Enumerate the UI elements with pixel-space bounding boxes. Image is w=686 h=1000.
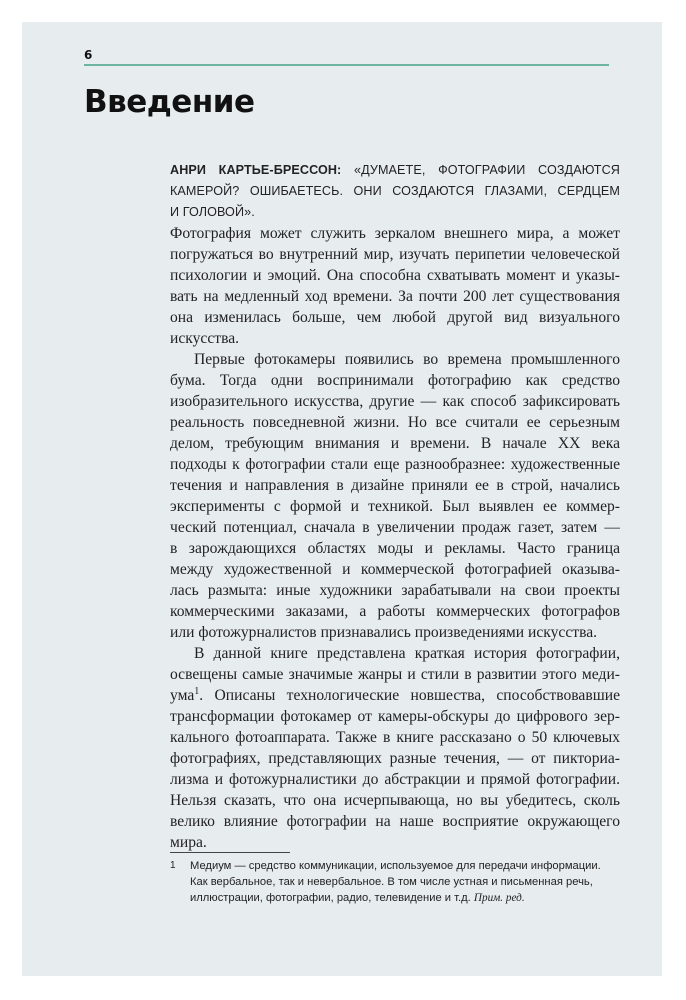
text-line: подходы к фотографии стали еще разнообразнее: художественные [170, 456, 620, 473]
text-line: между художественной и коммерческой фотографией оказыва- [170, 561, 620, 578]
text-line: лизма и фотожурналистики до абстракции и прямой фотографии. [170, 771, 620, 788]
editor-note: Прим. ред. [473, 892, 525, 904]
book-page [22, 22, 662, 976]
text-line: освещены самые значимые жанры и стили в развитии этого меди- [170, 666, 620, 683]
lead-quote-start: «ДУМАЕТЕ, ФОТОГРАФИИ СОЗДАЮТСЯ [353, 163, 620, 177]
text-line: лась размыта: иные художники зарабатывали на свои проекты [170, 582, 620, 599]
text-line: Нельзя сказать, что она исчерпывающа, но вы убедитесь, сколь [170, 792, 620, 809]
text-line: бума. Тогда одни воспринимали фотографию как средство [170, 372, 620, 389]
text-line: Фотография может служить зеркалом внешнего мира, а может [170, 225, 620, 242]
footnote [170, 858, 610, 906]
footnote-reference[interactable]: 1 [194, 685, 200, 697]
footnote-divider [170, 852, 290, 853]
text-line: фотографиях, представляющих разные течения, — от пикториа- [170, 750, 620, 767]
text-line: психологии и эмоций. Она способна схватывать момент и указы- [170, 267, 620, 284]
text-line: делом, требующим внимания и времени. В начале XX века [170, 435, 620, 452]
text-line: эксперименты с формой и техникой. Был выявлен ее коммер- [170, 498, 620, 515]
text-line: трансформации фотокамер от камеры-обскуры до цифрового зер- [170, 708, 620, 725]
text-line: коммерческими заказами, а работы коммерческих фотографов [170, 603, 620, 620]
text-line: она изменилась больше, чем любой другой вид визуального [170, 309, 620, 326]
chapter-title: Введение [84, 84, 255, 120]
footnote-line-1 [170, 858, 610, 874]
text-line: кального фотоаппарата. Также в книге рассказано о 50 ключевых [170, 729, 620, 746]
text-line: велико влияние фотографии на наше восприятие окружающего [170, 813, 620, 830]
lead-line-2: КАМЕРОЙ? ОШИБАЕТЕСЬ. ОНИ СОЗДАЮТСЯ ГЛАЗАМИ, СЕРДЦЕМ [170, 184, 620, 198]
text-line: Первые фотокамеры появились во времена промышленного [194, 351, 620, 368]
text-line: реальность повседневной жизни. Но все считали ее серьезным [170, 414, 620, 431]
page-number: 6 [84, 48, 93, 62]
lead-line-1 [170, 160, 620, 181]
footnote-line-3 [170, 890, 610, 906]
footnote-text: Медиум — средство коммуникации, используемое для передачи информации. [190, 860, 601, 872]
text-line: ческий потенциал, сначала в увеличении продаж газет, затем — [170, 519, 620, 536]
footnote-line-2: Как вербальное, так и невербальное. В том числе устная и письменная речь, [190, 876, 593, 888]
text-line: искусства. [170, 330, 240, 347]
paragraph-1 [170, 223, 620, 349]
text-line: мира. [170, 834, 207, 851]
text-line-with-footnote [170, 685, 620, 706]
text-line: изобразительного искусства, другие — как способ зафиксировать [170, 393, 620, 410]
text-line: В данной книге представлена краткая история фотографии, [194, 645, 620, 662]
footnote-marker: 1 [170, 860, 176, 871]
text-line: вать на медленный ход времени. За почти 200 лет существования [170, 288, 620, 305]
header-rule [84, 64, 609, 66]
lead-line-3: И ГОЛОВОЙ». [170, 205, 255, 219]
paragraph-3 [170, 643, 620, 853]
lead-author: АНРИ КАРТЬЕ-БРЕССОН: [170, 163, 342, 177]
footnote-text: иллюстрации, фотографии, радио, телевидение и т.д. [190, 892, 471, 904]
text-line: течения и направления в дизайне приняли ее в строй, начались [170, 477, 620, 494]
text-fragment: . Описаны технологические новшества, способствовавшие [199, 687, 620, 704]
text-line: или фотожурналистов признавались произведениями искусства. [170, 624, 598, 641]
text-line: в зарождающихся областях моды и рекламы. Часто граница [170, 540, 620, 557]
paragraph-2 [170, 349, 620, 643]
text-line: погружаться во внутренний мир, изучать перипетии человеческой [170, 246, 620, 263]
text-fragment: ума [170, 687, 195, 704]
chapter-body [170, 160, 620, 853]
